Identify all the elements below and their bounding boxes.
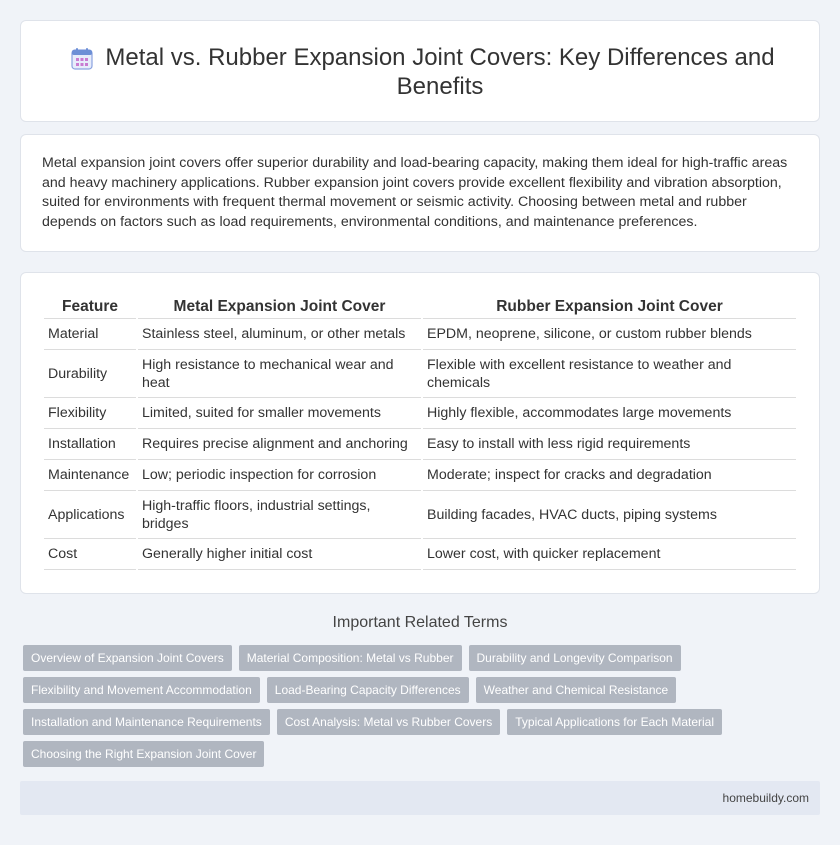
feature-cell: Maintenance: [44, 460, 136, 491]
related-term-tag[interactable]: Flexibility and Movement Accommodation: [23, 677, 260, 703]
related-term-tag[interactable]: Cost Analysis: Metal vs Rubber Covers: [277, 709, 500, 735]
metal-cell: Limited, suited for smaller movements: [138, 398, 421, 429]
related-term-tag[interactable]: Typical Applications for Each Material: [507, 709, 722, 735]
title-card: [20, 20, 820, 122]
feature-cell: Material: [44, 319, 136, 350]
related-term-tag[interactable]: Weather and Chemical Resistance: [476, 677, 677, 703]
table-row: [44, 429, 796, 460]
comparison-table: [42, 295, 798, 570]
metal-cell: Requires precise alignment and anchoring: [138, 429, 421, 460]
metal-cell: Stainless steel, aluminum, or other metals: [138, 319, 421, 350]
related-term-tag[interactable]: Material Composition: Metal vs Rubber: [239, 645, 462, 671]
header-metal: Metal Expansion Joint Cover: [138, 295, 421, 319]
intro-paragraph: Metal expansion joint covers offer superior durability and load-bearing capacity, making them ideal for high-traffic areas and heavy machinery applications. Rubber expansion joint covers provide excellent flexibility and vibration absorption, suited for environments with frequent thermal movement or seismic activity. Choosing between metal and rubber depends on factors such as load requirements, environmental conditions, and maintenance preferences.: [42, 155, 788, 230]
metal-cell: Generally higher initial cost: [138, 539, 421, 570]
rubber-cell: Highly flexible, accommodates large movements: [423, 398, 796, 429]
feature-cell: Applications: [44, 491, 136, 539]
header-rubber: Rubber Expansion Joint Cover: [423, 295, 796, 319]
related-terms-list: [23, 645, 813, 773]
intro-card: [20, 134, 820, 252]
related-term-tag[interactable]: Overview of Expansion Joint Covers: [23, 645, 232, 671]
comparison-card: [20, 272, 820, 594]
table-row: [44, 460, 796, 491]
metal-cell: High resistance to mechanical wear and heat: [138, 350, 421, 398]
table-row: [44, 491, 796, 539]
related-terms-heading: Important Related Terms: [332, 614, 508, 631]
related-term-tag[interactable]: Durability and Longevity Comparison: [469, 645, 681, 671]
related-term-tag[interactable]: Choosing the Right Expansion Joint Cover: [23, 741, 264, 767]
feature-cell: Flexibility: [44, 398, 136, 429]
rubber-cell: Lower cost, with quicker replacement: [423, 539, 796, 570]
related-term-tag[interactable]: Load-Bearing Capacity Differences: [267, 677, 469, 703]
header-feature: Feature: [44, 295, 136, 319]
page-title: Metal vs. Rubber Expansion Joint Covers: Key Differences and Benefits: [105, 44, 775, 100]
rubber-cell: Building facades, HVAC ducts, piping systems: [423, 491, 796, 539]
rubber-cell: Moderate; inspect for cracks and degradation: [423, 460, 796, 491]
metal-cell: Low; periodic inspection for corrosion: [138, 460, 421, 491]
footer-bar: [20, 781, 820, 815]
metal-cell: High-traffic floors, industrial settings, bridges: [138, 491, 421, 539]
table-row: [44, 319, 796, 350]
feature-cell: Installation: [44, 429, 136, 460]
rubber-cell: Easy to install with less rigid requirements: [423, 429, 796, 460]
table-row: [44, 398, 796, 429]
related-term-tag[interactable]: Installation and Maintenance Requirements: [23, 709, 270, 735]
table-row: [44, 350, 796, 398]
footer-site-link[interactable]: homebuildy.com: [722, 791, 809, 805]
rubber-cell: EPDM, neoprene, silicone, or custom rubber blends: [423, 319, 796, 350]
table-row: [44, 539, 796, 570]
feature-cell: Cost: [44, 539, 136, 570]
feature-cell: Durability: [44, 350, 136, 398]
table-header-row: [44, 295, 796, 319]
rubber-cell: Flexible with excellent resistance to weather and chemicals: [423, 350, 796, 398]
